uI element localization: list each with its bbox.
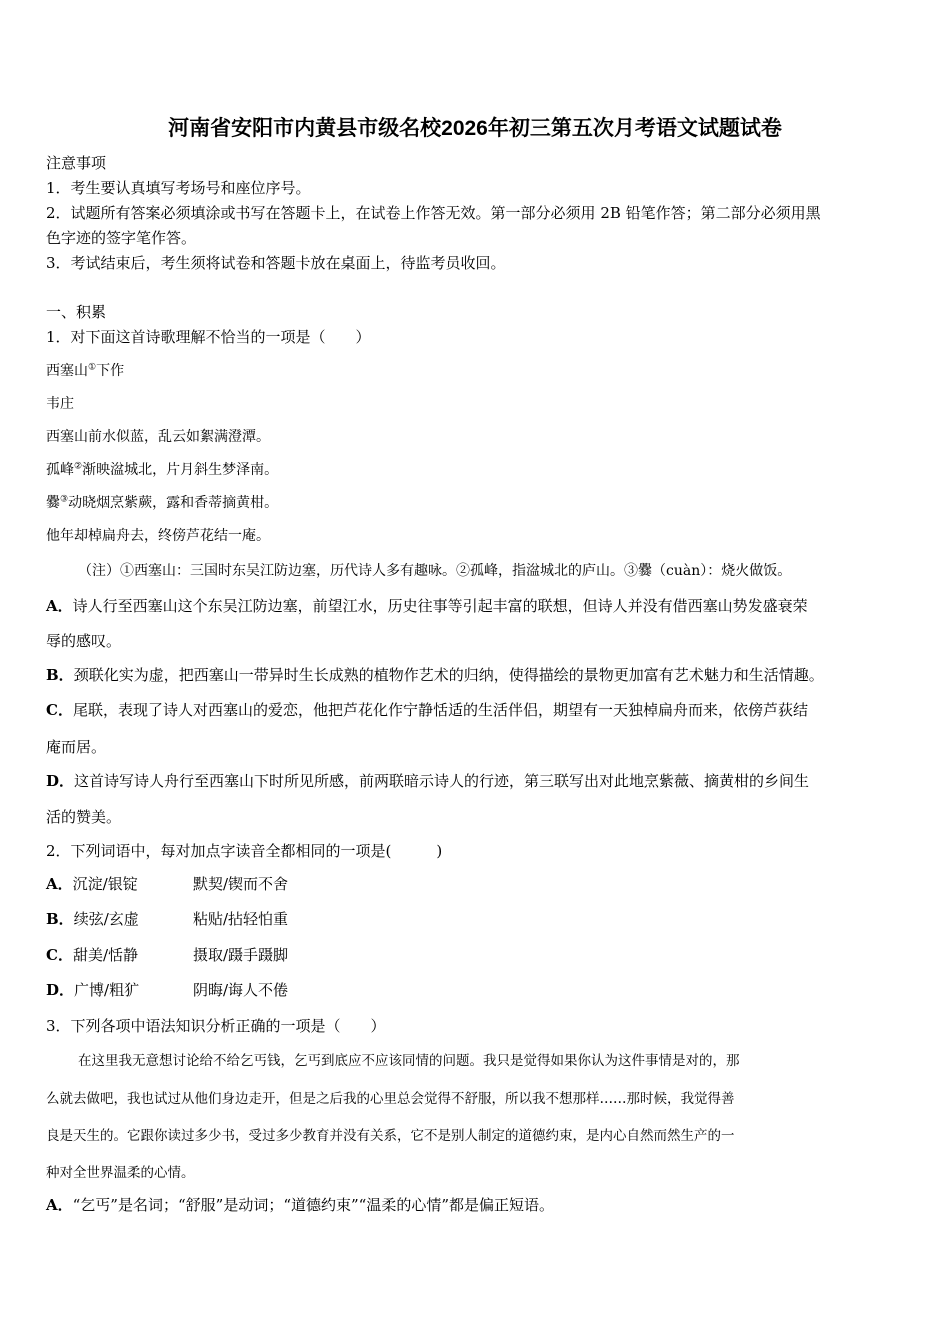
notice-item-2-cont: 色字迹的签字笔作答。 xyxy=(46,229,197,247)
poem-title xyxy=(46,360,124,380)
q1-option-a-cont: 辱的感叹。 xyxy=(46,632,122,650)
q2-option-a-word-2: 默契/锲而不舍 xyxy=(193,875,289,893)
notice-heading: 注意事项 xyxy=(46,154,107,172)
q1-option-b xyxy=(46,664,824,685)
q2-option-c-word-1: 甜美/恬静 xyxy=(72,946,139,964)
q1-option-b-label: B． xyxy=(46,666,74,684)
q1-option-c-label: C． xyxy=(46,701,73,719)
poem-line-4: 他年却棹扁舟去，终傍芦花结一庵。 xyxy=(46,528,270,544)
question-1-stem: 1．对下面这首诗歌理解不恰当的一项是（ ） xyxy=(46,328,371,346)
q2-option-a-label: A． xyxy=(46,875,73,893)
poem-line-3-a: 爨 xyxy=(46,495,60,511)
q2-option-a xyxy=(46,873,446,894)
q1-option-d-cont: 活的赞美。 xyxy=(46,808,122,826)
q1-option-d xyxy=(46,770,809,791)
notice-item-3: 3．考试结束后，考生须将试卷和答题卡放在桌面上，待监考员收回。 xyxy=(46,254,506,272)
q3-passage-line-1: 在这里我无意想讨论给不给乞丐钱，乞丐到底应不应该同情的问题。我只是觉得如果你认为这件事情是对的，那 xyxy=(78,1053,740,1069)
question-2-stem: 2．下列词语中，每对加点字读音全都相同的一项是( ) xyxy=(46,842,443,860)
q2-option-d-word-2: 阴晦/诲人不倦 xyxy=(193,981,289,999)
q2-option-d xyxy=(46,979,446,1000)
q1-option-b-text: 颈联化实为虚，把西塞山一带异时生长成熟的植物作艺术的归纳，使得描绘的景物更加富有艺术魅力和生活情趣。 xyxy=(73,666,824,684)
section-heading: 一、积累 xyxy=(46,303,107,321)
notice-item-1: 1．考生要认真填写考场号和座位序号。 xyxy=(46,179,311,197)
q2-option-b-label: B． xyxy=(46,910,74,928)
q2-option-b xyxy=(46,908,446,929)
q3-option-a-label: A． xyxy=(46,1196,73,1214)
poem-line-3-note-mark: ③ xyxy=(60,494,69,505)
poem-line-2 xyxy=(46,459,278,479)
q2-option-c xyxy=(46,944,446,965)
q2-option-c-word-2: 摄取/蹑手蹑脚 xyxy=(193,946,289,964)
q1-option-c-cont: 庵而居。 xyxy=(46,738,107,756)
poem-notes: （注）①西塞山：三国时东吴江防边塞，历代诗人多有趣咏。②孤峰，指湓城北的庐山。③爨（cuàn）：烧火做饭。 xyxy=(78,563,792,579)
q1-option-a-text: 诗人行至西塞山这个东吴江防边塞，前望江水，历史往事等引起丰富的联想，但诗人并没有借西塞山势发盛衰荣 xyxy=(72,597,808,615)
poem-line-3 xyxy=(46,492,278,512)
poem-author: 韦庄 xyxy=(46,396,74,412)
q2-option-c-label: C． xyxy=(46,946,73,964)
poem-title-text: 西塞山 xyxy=(46,363,88,379)
poem-line-1: 西塞山前水似蓝，乱云如絮满澄潭。 xyxy=(46,429,270,445)
q1-option-d-label: D． xyxy=(46,772,75,790)
poem-line-2-note-mark: ② xyxy=(74,461,83,472)
q3-passage-line-2: 么就去做吧，我也试过从他们身边走开，但是之后我的心里总会觉得不舒服，所以我不想那样……那时候，我觉得善 xyxy=(46,1091,735,1107)
q3-option-a-text: “乞丐”是名词；“舒服”是动词；“道德约束”“温柔的心情”都是偏正短语。 xyxy=(72,1196,554,1214)
q1-option-a-label: A． xyxy=(46,597,73,615)
q3-passage-line-4: 种对全世界温柔的心情。 xyxy=(46,1165,195,1181)
q2-option-b-word-2: 粘贴/拈轻怕重 xyxy=(193,910,289,928)
q1-option-c xyxy=(46,699,808,720)
q1-option-a xyxy=(46,595,808,616)
poem-line-2-b: 渐映湓城北，片月斜生梦泽南。 xyxy=(82,462,279,478)
question-3-stem: 3．下列各项中语法知识分析正确的一项是（ ） xyxy=(46,1017,386,1035)
poem-title-note-mark: ① xyxy=(88,362,97,373)
poem-line-2-a: 孤峰 xyxy=(46,462,74,478)
q3-option-a xyxy=(46,1194,554,1215)
q2-option-d-label: D． xyxy=(46,981,75,999)
q1-option-d-text: 这首诗写诗人舟行至西塞山下时所见所感，前两联暗示诗人的行迹，第三联写出对此地烹紫薇、摘黄柑的乡间生 xyxy=(74,772,810,790)
q1-option-c-text: 尾联，表现了诗人对西塞山的爱恋，他把芦花化作宁静恬适的生活伴侣，期望有一天独棹扁舟而来，依傍芦荻结 xyxy=(72,701,808,719)
q3-passage-line-3: 良是天生的。它跟你读过多少书，受过多少教育并没有关系，它不是别人制定的道德约束，是内心自然而然生产的一 xyxy=(46,1128,735,1144)
page-title: 河南省安阳市内黄县市级名校2026年初三第五次月考语文试题试卷 xyxy=(168,117,782,140)
poem-title-suffix: 下作 xyxy=(96,363,125,379)
q2-option-d-word-1: 广博/粗犷 xyxy=(74,981,140,999)
q2-option-b-word-1: 续弦/玄虚 xyxy=(73,910,139,928)
notice-item-2: 2．试题所有答案必须填涂或书写在答题卡上，在试卷上作答无效。第一部分必须用 2B 铅笔作答；第二部分必须用黑 xyxy=(46,204,821,222)
poem-line-3-b: 动晓烟烹紫蕨，露和香蒂摘黄柑。 xyxy=(68,495,279,511)
q2-option-a-word-1: 沉淀/银锭 xyxy=(72,875,138,893)
